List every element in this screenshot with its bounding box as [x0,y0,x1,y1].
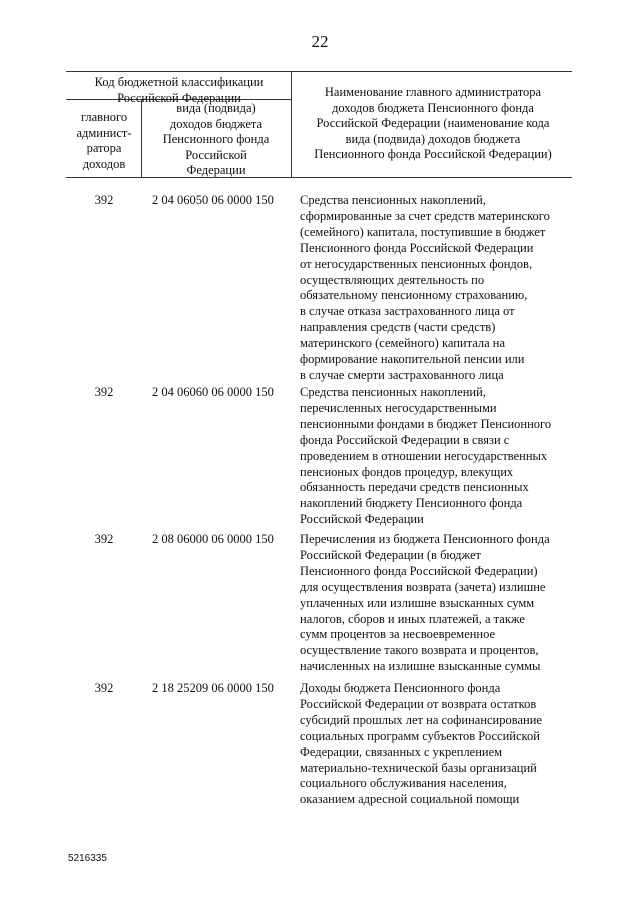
header-group-label: Код бюджетной классификации Российской Федерации [94,75,264,105]
kbk-code: 2 18 25209 06 0000 150 [152,681,274,695]
table-top-rule [66,71,572,72]
kbk-code: 2 04 06060 06 0000 150 [152,385,274,399]
income-description: Средства пенсионных накоплений, перечисленных негосударственными пенсионными фондами в бюджет Пенсионного фонда Российской Федерации в связи с проведением в отношении негосударственных пенсионых фондов процедур, влекущих обязанность передачи средств пенсионных накоплений бюджету Пенсионного фонда Российской Федерации [300,385,552,527]
admin-code: 392 [94,532,114,546]
income-description: Средства пенсионных накоплений, сформированные за счет средств материнского (семейного) капитала, поступившие в бюджет Пенсионного фонда Российской Федерации от негосударственных пенсионных фондов, осуществляющих деятельность по обязательному пенсионному страхованию, в случае отказа застрахованного лица от направления средств (части средств) материнского (семейного) капитала на формирование накопительной пенсии или в случае смерти застрахованного лица [300,193,550,382]
header-name-label: Наименование главного администратора доходов бюджета Пенсионного фонда Российской Федерации (наименование кода вида (подвида) доходов бюджета Пенсионного фонда Российской Федерации) [314,85,552,161]
kbk-code: 2 08 06000 06 0000 150 [152,532,274,546]
income-description: Перечисления из бюджета Пенсионного фонда Российской Федерации (в бюджет Пенсионного фонда Российской Федерации) для осуществления возврата (зачета) излишне уплаченных или излишне взысканных сумм налогов, сборов и иных платежей, а также сумм процентов за несвоевременное осуществление такого возврата и процентов, начисленных на излишне взысканные суммы [300,532,550,674]
header-admin-label: главного админист- ратора доходов [76,110,132,171]
header-kbk-label: вида (подвида) доходов бюджета Пенсионного фонда Российской Федерации [162,101,270,177]
admin-code: 392 [94,385,114,399]
page-number: 22 [311,32,329,51]
admin-code: 392 [94,681,114,695]
header-col-divider-2 [291,71,292,177]
income-description: Доходы бюджета Пенсионного фонда Российской Федерации от возврата остатков субсидий прошлых лет на софинансирование социальных программ субъектов Российской Федерации, связанных с укреплением материально-технической базы организаций социального обслуживания населения, оказанием адресной социальной помощи [300,681,542,807]
document-code: 5216335 [68,853,107,864]
admin-code: 392 [94,193,114,207]
kbk-code: 2 04 06050 06 0000 150 [152,193,274,207]
